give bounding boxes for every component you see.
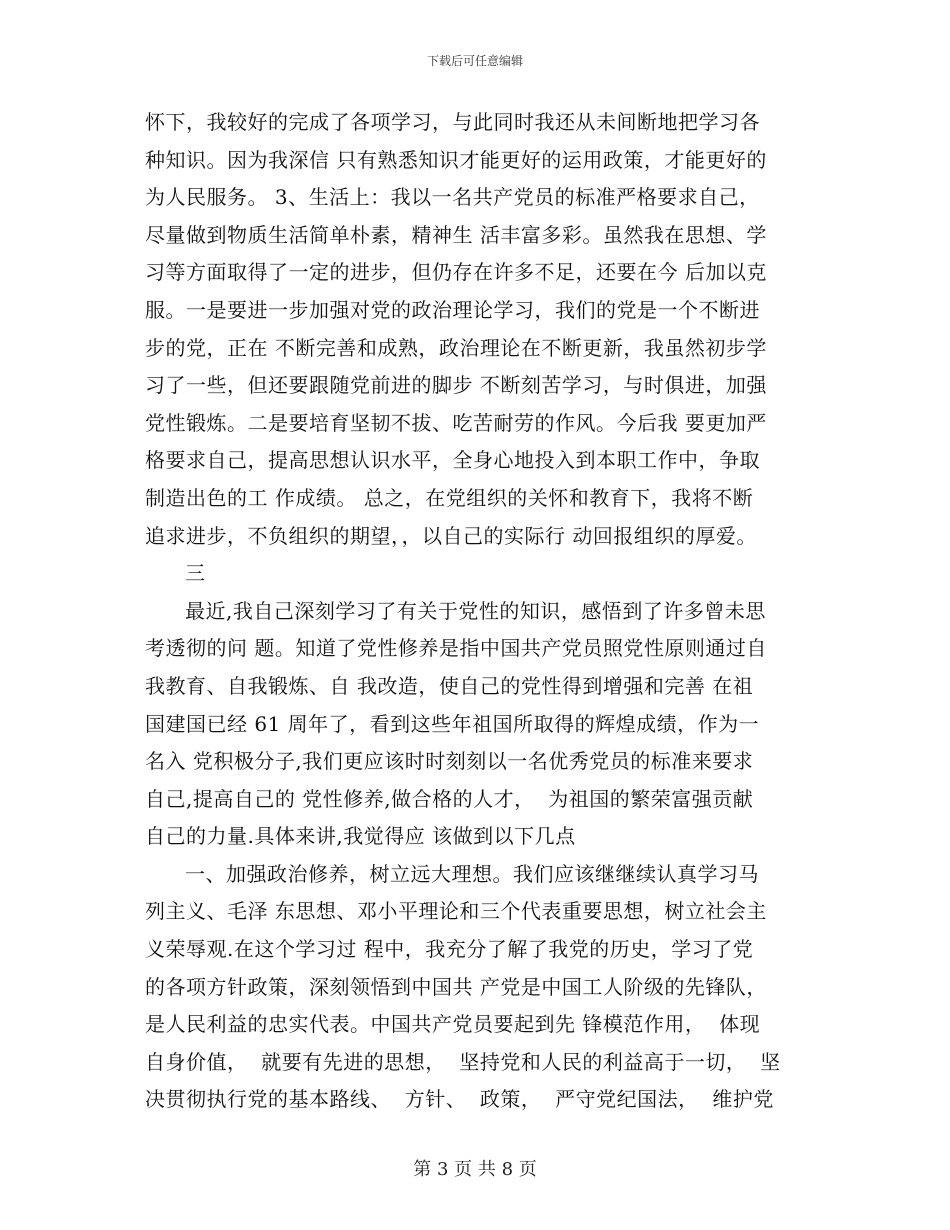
text-line: 种知识。因为我深信 只有熟悉知识才能更好的运用政策，才能更好的 [145, 147, 767, 172]
text-line: 义荣辱观.在这个学习过 程中，我充分了解了我党的历史，学习了党 [145, 937, 754, 962]
text-line: 格要求自己，提高思想认识水平，全身心地投入到本职工作中，争取 [145, 448, 760, 473]
page-header: 下载后可任意编辑 [426, 54, 523, 68]
text-line: 考透彻的问 题。知道了党性修养是指中国共产党员照党性原则通过自 [145, 636, 767, 661]
text-line: 一、加强政治修养，树立远大理想。我们应该继继续认真学习马 [185, 861, 759, 886]
text-line: 习等方面取得了一定的进步，但仍存在许多不足，还要在今 后加以克 [145, 260, 767, 285]
text-line: 的各项方针政策，深刻领悟到中国共 产党是中国工人阶级的先锋队， [145, 974, 767, 999]
text-line: 名入 党积极分子,我们更应该时时刻刻以一名优秀党员的标准来要求 [145, 749, 754, 774]
page-number: 第 3 页 共 8 页 [413, 1159, 537, 1180]
text-line: 决贯彻执行党的基本路线、 方针、 政策， 严守党纪国法， 维护党 [145, 1087, 774, 1112]
section-heading: 三 [185, 561, 206, 586]
text-line: 怀下，我较好的完成了各项学习，与此同时我还从未间断地把学习各 [145, 110, 760, 134]
text-line: 最近,我自己深刻学习了有关于党性的知识，感悟到了许多曾未思 [185, 598, 766, 623]
text-line: 我教育、自我锻炼、自 我改造，使自己的党性得到增强和完善 在祖 [145, 673, 754, 698]
text-line: 服。一是要进一步加强对党的政治理论学习，我们的党是一个不断进 [145, 297, 760, 322]
text-line: 制造出色的工 作成绩。 总之，在党组织的关怀和教育下，我将不断 [145, 485, 754, 510]
document-body [145, 104, 805, 1119]
text-line: 尽量做到物质生活简单朴素，精神生 活丰富多彩。虽然我在思想、学 [145, 222, 767, 247]
text-line: 自己的力量.具体来讲,我觉得应 该做到以下几点 [145, 824, 576, 849]
text-line: 自己,提高自己的 党性修养,做合格的人才， 为祖国的繁荣富强贡献 [145, 786, 754, 811]
text-line: 列主义、毛泽 东思想、邓小平理论和三个代表重要思想，树立社会主 [145, 899, 767, 924]
text-line: 国建国已经 61 周年了，看到这些年祖国所取得的辉煌成绩，作为一 [145, 711, 760, 736]
text-line: 自身价值， 就要有先进的思想， 坚持党和人民的利益高于一切， 坚 [145, 1049, 781, 1074]
text-line: 党性锻炼。二是要培育坚韧不拔、吃苦耐劳的作风。今后我 要更加严 [145, 410, 767, 435]
text-line: 是人民利益的忠实代表。中国共产党员要起到先 锋模范作用， 体现 [145, 1012, 761, 1037]
text-line: 为人民服务。 3、生活上：我以一名共产党员的标准严格要求自己， [145, 185, 760, 210]
text-line: 步的党，正在 不断完善和成熟，政治理论在不断更新，我虽然初步学 [145, 335, 767, 360]
text-line: 习了一些，但还要跟随党前进的脚步 不断刻苦学习，与时俱进，加强 [145, 373, 767, 398]
text-line: 追求进步，不负组织的期望，，以自己的实际行 动回报组织的厚爱。 [145, 523, 757, 548]
